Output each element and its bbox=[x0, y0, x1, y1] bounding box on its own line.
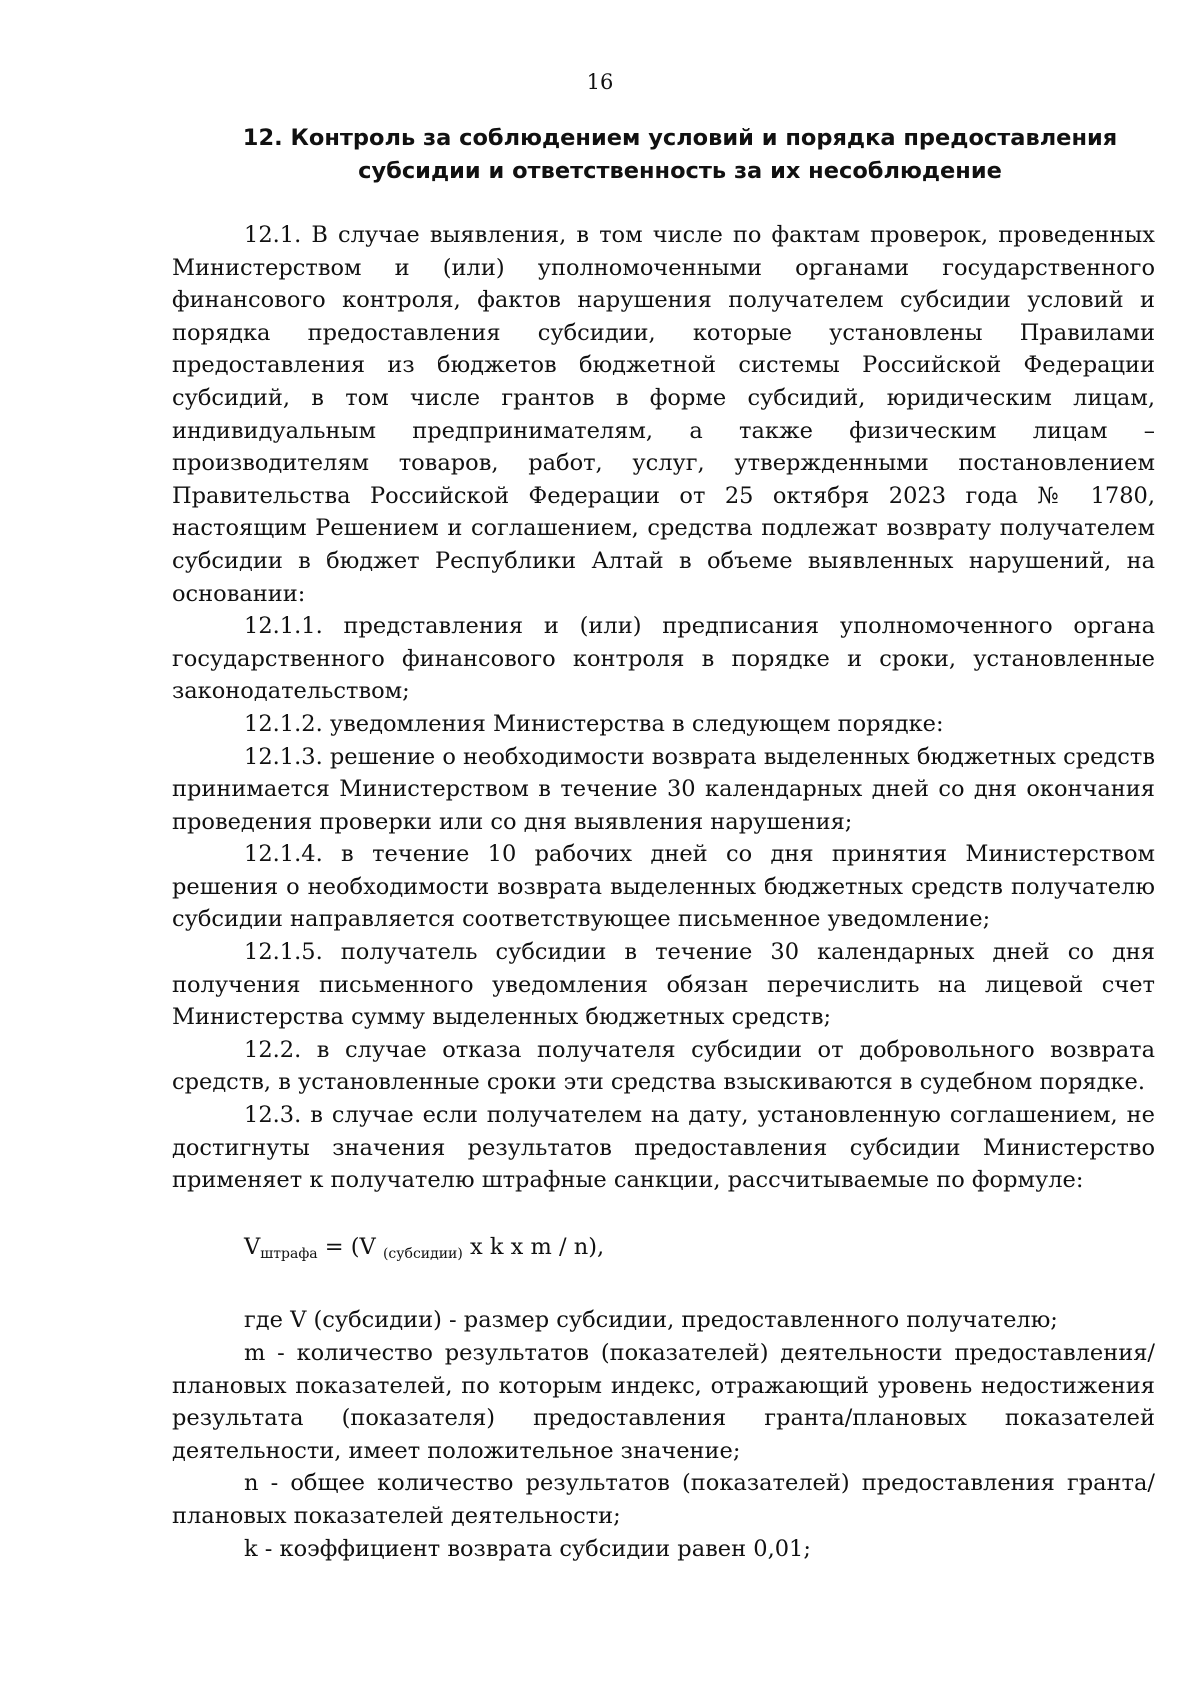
section-heading-line-1: 12. Контроль за соблюдением условий и порядка предоставления bbox=[242, 125, 1118, 151]
paragraph-12-1-3: 12.1.3. решение о необходимости возврата выделенных бюджетных средств принимается Министерством в течение 30 календарных дней со дня окончания проведения проверки или со дня выявления нарушения; bbox=[172, 743, 1155, 835]
formula-v-subscript: штрафа bbox=[260, 1245, 318, 1262]
paragraph-12-1: 12.1. В случае выявления, в том числе по фактам проверок, проведенных Министерством и (или) уполномоченными органами государственного финансового контроля, фактов нарушения получателем субсидии условий и порядка предоставления субсидии, которые установлены Правилами предоставления из бюджетов бюджетной системы Российской Федерации субсидий, в том числе грантов в форме субсидий, юридическим лицам, индивидуальным предпринимателям, а также физическим лицам – производителям товаров, работ, услуг, утвержденными постановлением Правительства Российской Федерации от 25 октября 2023 года № 1780, настоящим Решением и соглашением, средства подлежат возврату получателем субсидии в бюджет Республики Алтай в объеме выявленных нарушений, на основании: bbox=[172, 222, 1155, 607]
definition-k: k - коэффициент возврата субсидии равен 0,01; bbox=[244, 1535, 811, 1562]
page-number: 16 bbox=[586, 70, 614, 94]
section-heading bbox=[240, 122, 1120, 188]
paragraph-12-2: 12.2. в случае отказа получателя субсидии от добровольного возврата средств, в установленные сроки эти средства взыскиваются в судебном порядке. bbox=[172, 1036, 1155, 1096]
document-body bbox=[172, 219, 1155, 1565]
section-heading-line-2: субсидии и ответственность за их несоблюдение bbox=[358, 158, 1002, 184]
definition-m: m - количество результатов (показателей) деятельности предоставления/плановых показателей, по которым индекс, отражающий уровень недостижения результата (показателя) предоставления гранта/плановых показателей деятельности, имеет положительное значение; bbox=[172, 1340, 1155, 1464]
definition-v: где V (субсидии) - размер субсидии, предоставленного получателю; bbox=[244, 1307, 1058, 1334]
paragraph-12-1-1: 12.1.1. представления и (или) предписания уполномоченного органа государственного финансового контроля в порядке и сроки, установленные законодательством; bbox=[172, 613, 1155, 705]
paragraph-12-1-2: 12.1.2. уведомления Министерства в следующем порядке: bbox=[244, 710, 944, 737]
definition-n: n - общее количество результатов (показателей) предоставления гранта/плановых показателей деятельности; bbox=[172, 1470, 1155, 1529]
paragraph-12-3: 12.3. в случае если получателем на дату, установленную соглашением, не достигнуты значения результатов предоставления субсидии Министерство применяет к получателю штрафные санкции, рассчитываемые по формуле: bbox=[172, 1102, 1155, 1194]
formula-rest: x k x m / n), bbox=[462, 1233, 605, 1260]
paragraph-12-1-4: 12.1.4. в течение 10 рабочих дней со дня принятия Министерством решения о необходимости возврата выделенных бюджетных средств получателю субсидии направляется соответствующее письменное уведомление; bbox=[172, 841, 1155, 933]
formula-equals-open: = (V bbox=[317, 1233, 383, 1260]
penalty-formula bbox=[172, 1197, 1155, 1305]
paragraph-12-1-5: 12.1.5. получатель субсидии в течение 30 календарных дней со дня получения письменного уведомления обязан перечислить на лицевой счет Министерства сумму выделенных бюджетных средств; bbox=[172, 939, 1155, 1031]
formula-subsidy-subscript: (субсидии) bbox=[382, 1245, 463, 1262]
formula-v: V bbox=[244, 1233, 261, 1260]
